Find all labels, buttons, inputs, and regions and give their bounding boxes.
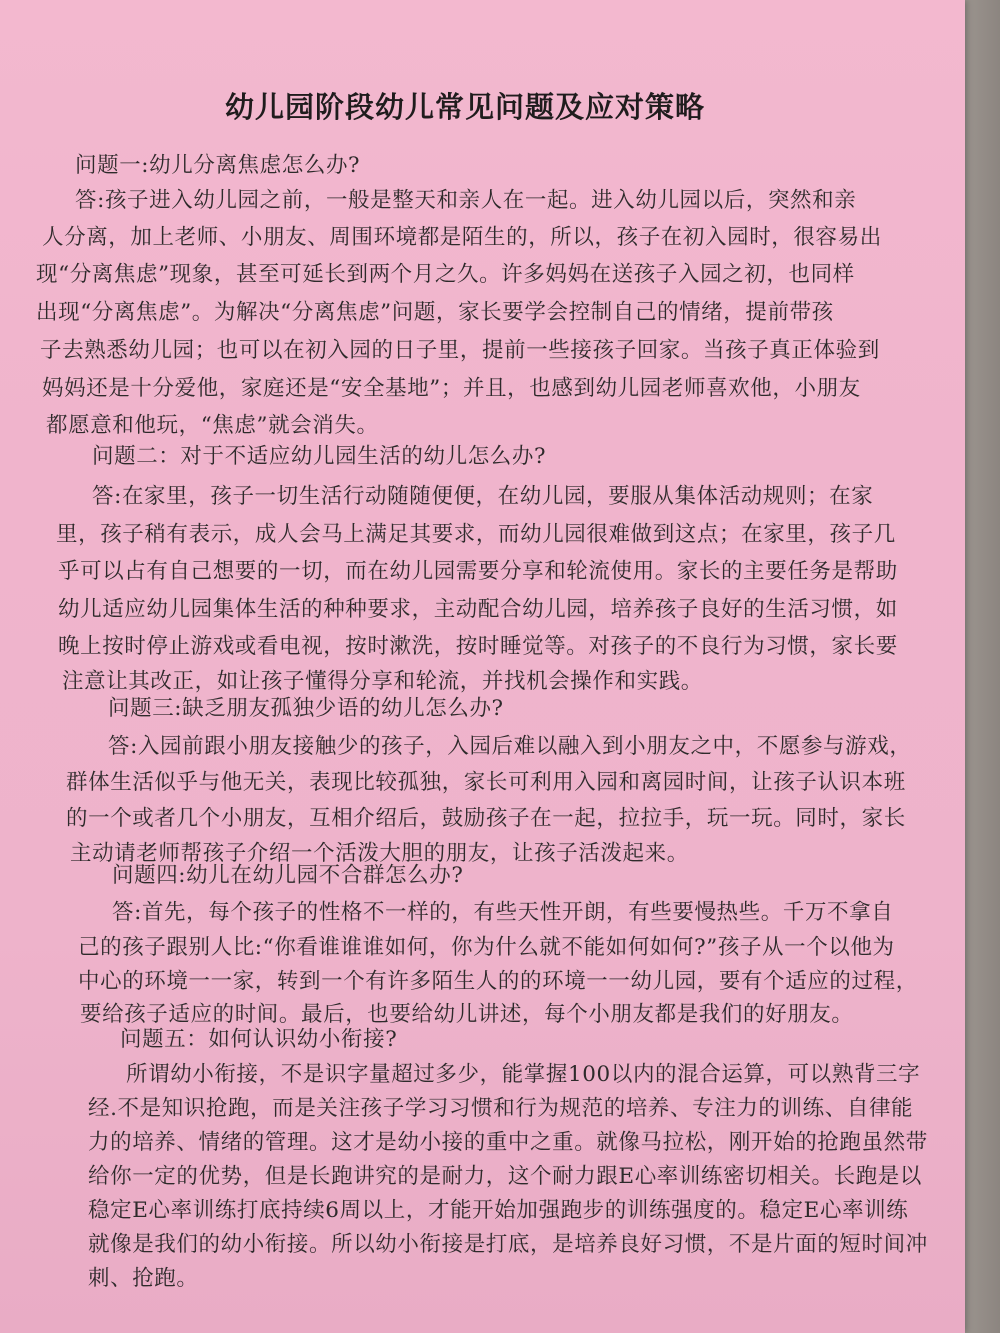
answer-1-line-7: 都愿意和他玩，“焦虑”就会消失。 [46,413,379,438]
answer-4-line-3: 中心的环境一一家，转到一个有许多陌生人的的环境一一幼儿园，要有个适应的过程， [78,969,918,994]
answer-5-line-6: 就像是我们的幼小衔接。所以幼小衔接是打底，是培养良好习惯，不是片面的短时间冲 [88,1232,928,1257]
answer-5-line-5: 稳定E心率训练打底持续6周以上，才能开始加强跑步的训练强度的。稳定E心率训练 [88,1198,909,1223]
answer-5-line-3: 力的培养、情绪的管理。这才是幼小接的重中之重。就像马拉松，刚开始的抢跑虽然带 [88,1130,928,1155]
answer-5-line-2: 经.不是知识抢跑，而是关注孩子学习习惯和行为规范的培养、专注力的训练、自律能 [88,1096,914,1121]
answer-1-line-1: 答:孩子进入幼儿园之前，一般是整天和亲人在一起。进入幼儿园以后，突然和亲 [75,188,857,213]
answer-4-line-2: 己的孩子跟别人比:“你看谁谁谁如何，你为什么就不能如何如何?”孩子从一个以他为 [78,935,895,960]
question-2: 问题二：对于不适应幼儿园生活的幼儿怎么办? [92,444,547,469]
answer-5-line-1: 所谓幼小衔接，不是识字量超过多少，能掌握100以内的混合运算，可以熟背三字 [126,1062,921,1087]
answer-1-line-6: 妈妈还是十分爱他，家庭还是“安全基地”；并且，也感到幼儿园老师喜欢他，小朋友 [42,376,861,401]
answer-2-line-5: 晚上按时停止游戏或看电视，按时漱洗，按时睡觉等。对孩子的不良行为习惯，家长要 [58,634,898,659]
answer-2-line-4: 幼儿适应幼儿园集体生活的种种要求，主动配合幼儿园，培养孩子良好的生活习惯，如 [58,597,898,622]
answer-5-line-7: 刺、抢跑。 [88,1266,199,1291]
answer-1-line-5: 子去熟悉幼儿园；也可以在初入园的日子里，提前一些接孩子回家。当孩子真正体验到 [40,338,880,363]
answer-2-line-1: 答:在家里，孩子一切生活行动随随便便，在幼儿园，要服从集体活动规则；在家 [92,484,874,509]
question-3: 问题三:缺乏朋友孤独少语的幼儿怎么办? [108,696,504,721]
document-title: 幼儿园阶段幼儿常见问题及应对策略 [224,90,705,124]
answer-1-line-4: 出现“分离焦虑”。为解决“分离焦虑”问题，家长要学会控制自己的情绪，提前带孩 [36,300,834,325]
question-5: 问题五：如何认识幼小衔接? [120,1027,398,1052]
question-1: 问题一:幼儿分离焦虑怎么办? [75,153,361,178]
answer-3-line-1: 答:入园前跟小朋友接触少的孩子，入园后难以融入到小朋友之中，不愿参与游戏， [108,734,912,759]
answer-1-line-3: 现“分离焦虑”现象，甚至可延长到两个月之久。许多妈妈在送孩子入园之初，也同样 [36,262,855,287]
answer-5-line-4: 给你一定的优势，但是长跑讲究的是耐力，这个耐力跟E心率训练密切相关。长跑是以 [88,1164,922,1189]
answer-4-line-4: 要给孩子适应的时间。最后，也要给幼儿讲述，每个小朋友都是我们的好朋友。 [80,1002,854,1027]
answer-3-line-2: 群体生活似乎与他无关，表现比较孤独，家长可利用入园和离园时间，让孩子认识本班 [66,770,906,795]
answer-2-line-3: 乎可以占有自己想要的一切，而在幼儿园需要分享和轮流使用。家长的主要任务是帮助 [58,559,898,584]
question-4: 问题四:幼儿在幼儿园不合群怎么办? [112,863,464,888]
answer-3-line-4: 主动请老师帮孩子介绍一个活泼大胆的朋友，让孩子活泼起来。 [70,841,689,866]
answer-1-line-2: 人分离，加上老师、小朋友、周围环境都是陌生的，所以，孩子在初入园时，很容易出 [42,225,882,250]
answer-2-line-6: 注意让其改正，如让孩子懂得分享和轮流，并找机会操作和实践。 [62,669,703,694]
answer-3-line-3: 的一个或者几个小朋友，互相介绍后，鼓励孩子在一起，拉拉手，玩一玩。同时，家长 [66,806,906,831]
answer-4-line-1: 答:首先，每个孩子的性格不一样的，有些天性开朗，有些要慢热些。千万不拿自 [112,900,894,925]
answer-2-line-2: 里，孩子稍有表示，成人会马上满足其要求，而幼儿园很难做到这点；在家里，孩子几 [56,522,896,547]
